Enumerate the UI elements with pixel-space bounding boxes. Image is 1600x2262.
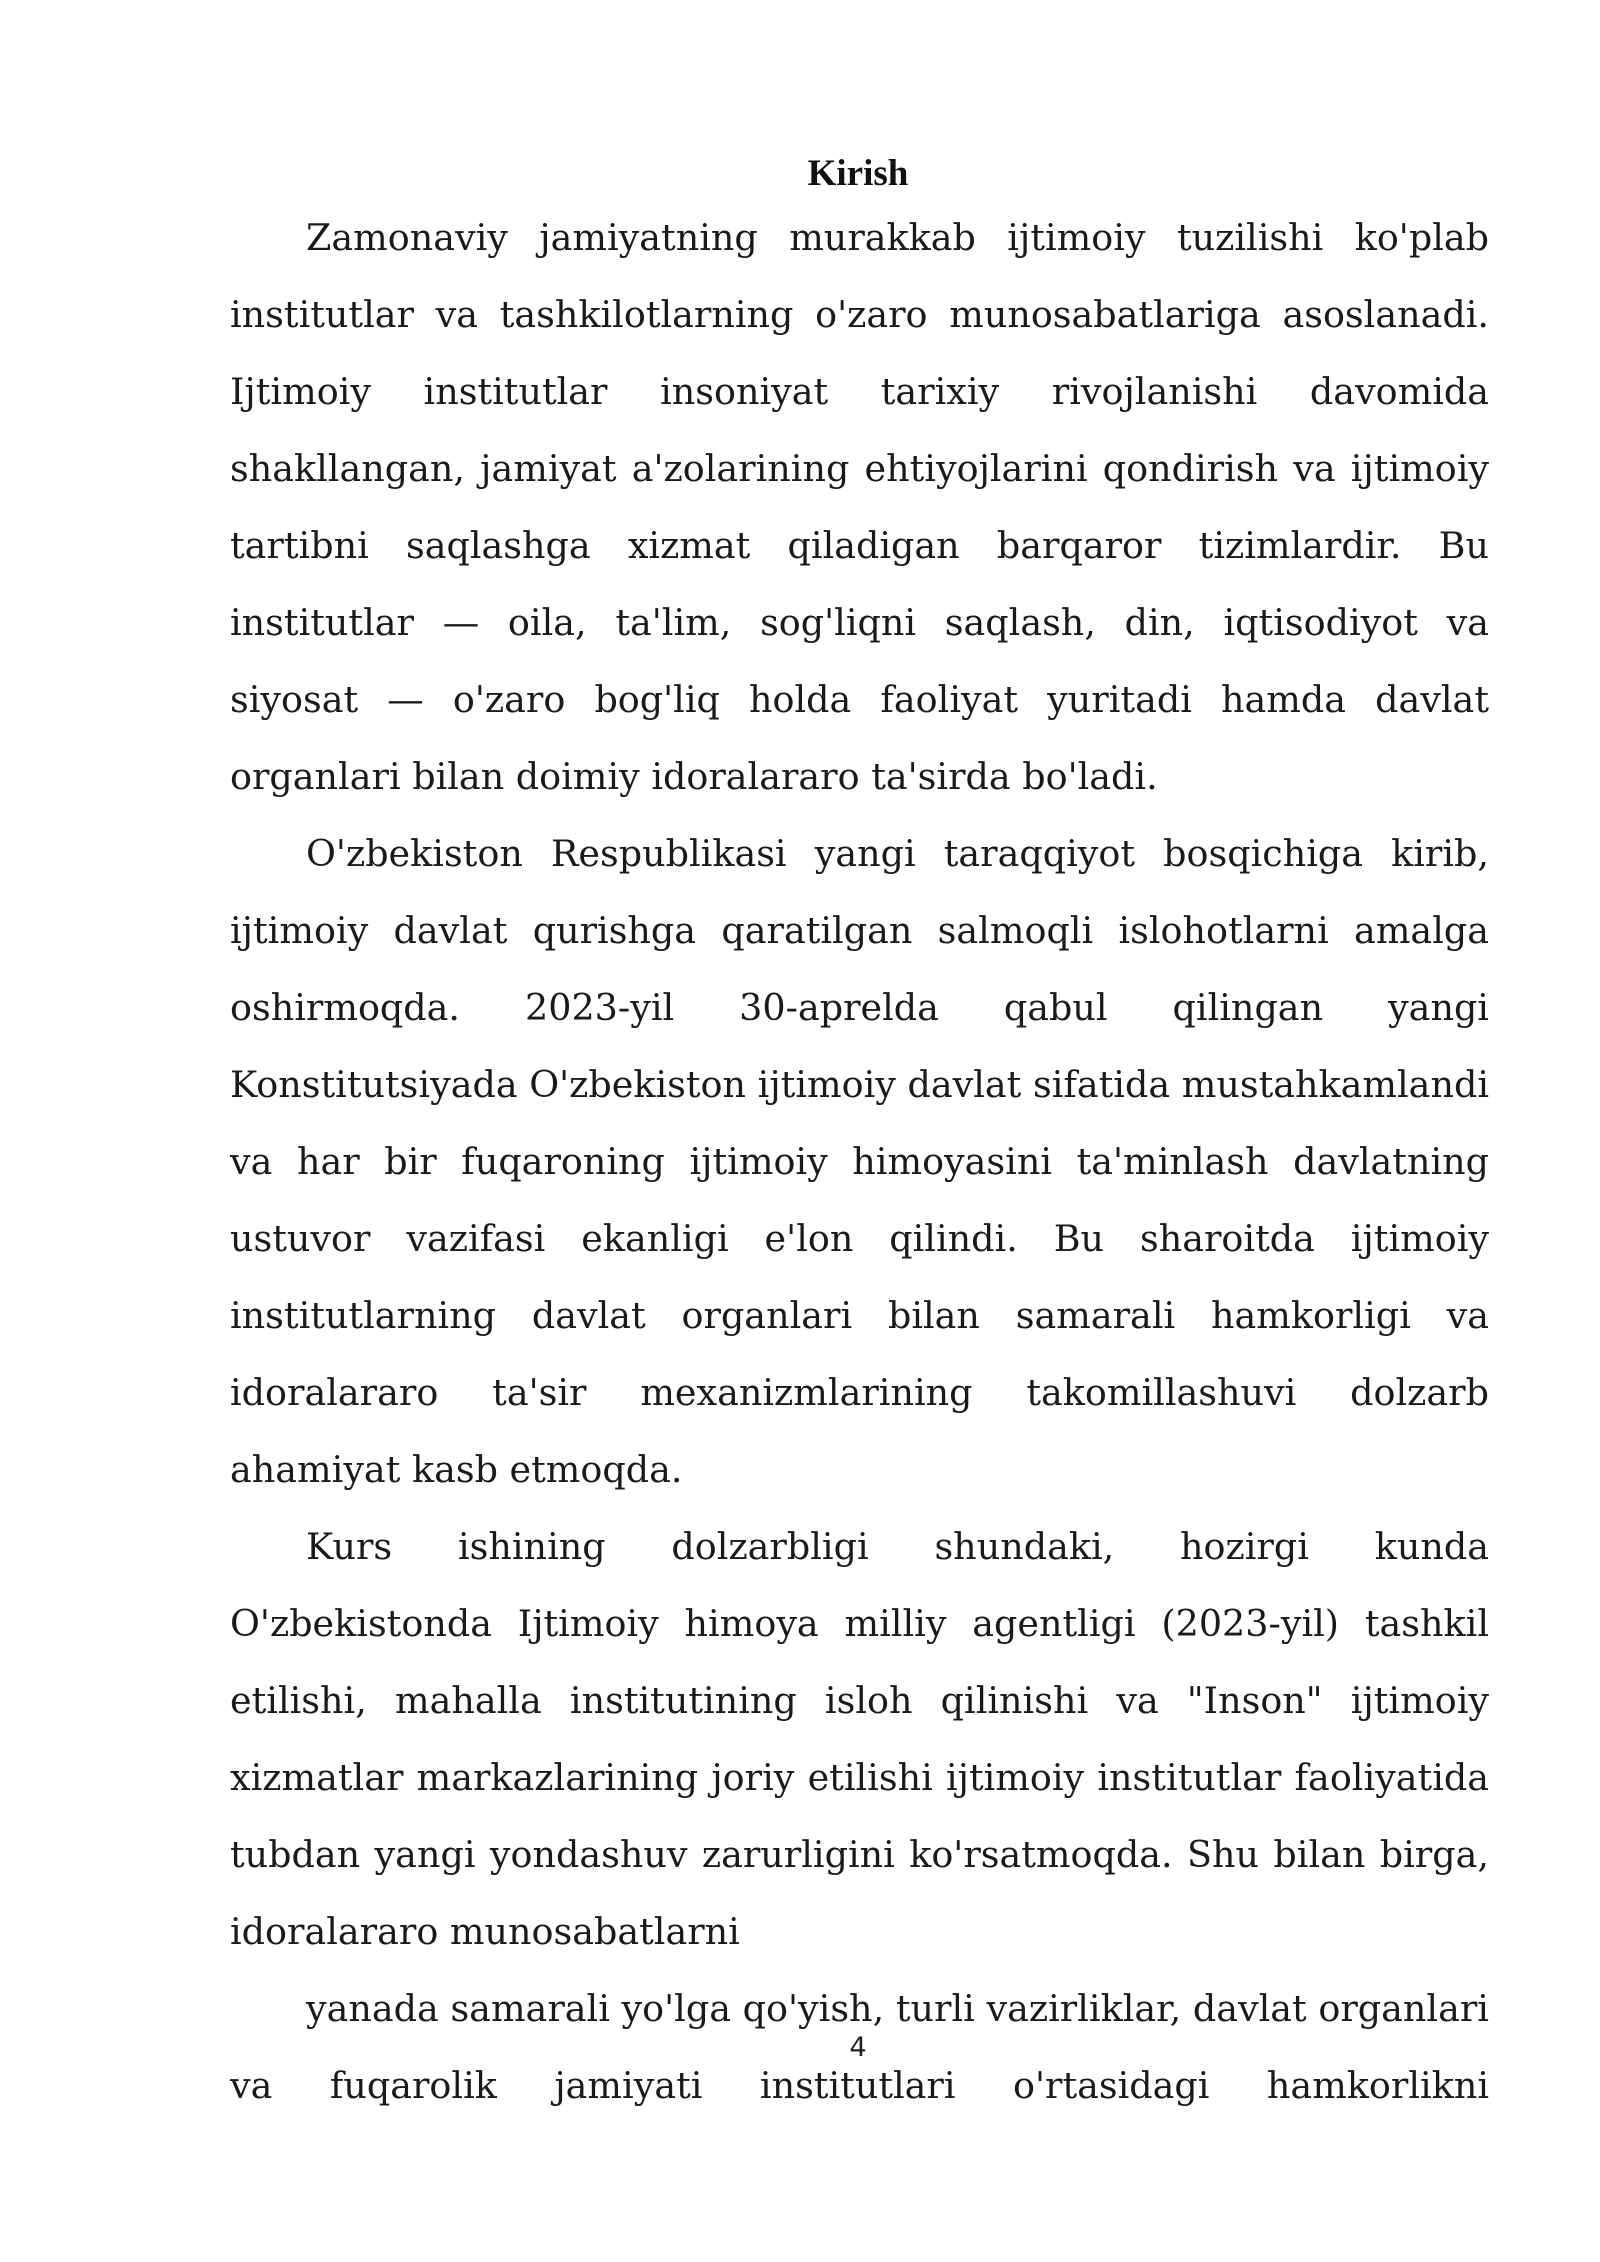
section-heading: Kirish bbox=[807, 153, 909, 194]
paragraph-4: yanada samarali yo'lga qo'yish, turli vazirliklar, davlat organlari va fuqarolik jamiyati institutlari o'rtasidagi hamkorlikni bbox=[230, 1987, 1489, 2107]
paragraph-2: O'zbekiston Respublikasi yangi taraqqiyot bosqichiga kirib, ijtimoiy davlat qurishga qaratilgan salmoqli islohotlarni amalga oshirmoqda. 2023-yil 30-aprelda qabul qilingan yangi Konstitutsiyada O'zbekiston ijtimoiy davlat sifatida mustahkamlandi va har bir fuqaroning ijtimoiy himoyasini ta'minlash davlatning ustuvor vazifasi ekanligi e'lon qilindi. Bu sharoitda ijtimoiy institutlarning davlat organlari bilan samarali hamkorligi va idoralararo ta'sir mexanizmlarining takomillashuvi dolzarb ahamiyat kasb etmoqda. bbox=[230, 832, 1489, 1491]
paragraph-3: Kurs ishining dolzarbligi shundaki, hozirgi kunda O'zbekistonda Ijtimoiy himoya milliy agentligi (2023-yil) tashkil etilishi, mahalla institutining isloh qilinishi va "Inson" ijtimoiy xizmatlar markazlarining joriy etilishi ijtimoiy institutlar faoliyatida tubdan yangi yondashuv zarurligini ko'rsatmoqda. Shu bilan birga, idoralararo munosabatlarni bbox=[230, 1525, 1489, 1953]
body-text bbox=[230, 199, 1489, 2124]
page-number: 4 bbox=[849, 2032, 867, 2063]
paragraph-1: Zamonaviy jamiyatning murakkab ijtimoiy tuzilishi ko'plab institutlar va tashkilotlarning o'zaro munosabatlariga asoslanadi. Ijtimoiy institutlar insoniyat tarixiy rivojlanishi davomida shakllangan, jamiyat a'zolarining ehtiyojlarini qondirish va ijtimoiy tartibni saqlashga xizmat qiladigan barqaror tizimlardir. Bu institutlar — oila, ta'lim, sog'liqni saqlash, din, iqtisodiyot va siyosat — o'zaro bog'liq holda faoliyat yuritadi hamda davlat organlari bilan doimiy idoralararo ta'sirda bo'ladi. bbox=[230, 216, 1489, 798]
